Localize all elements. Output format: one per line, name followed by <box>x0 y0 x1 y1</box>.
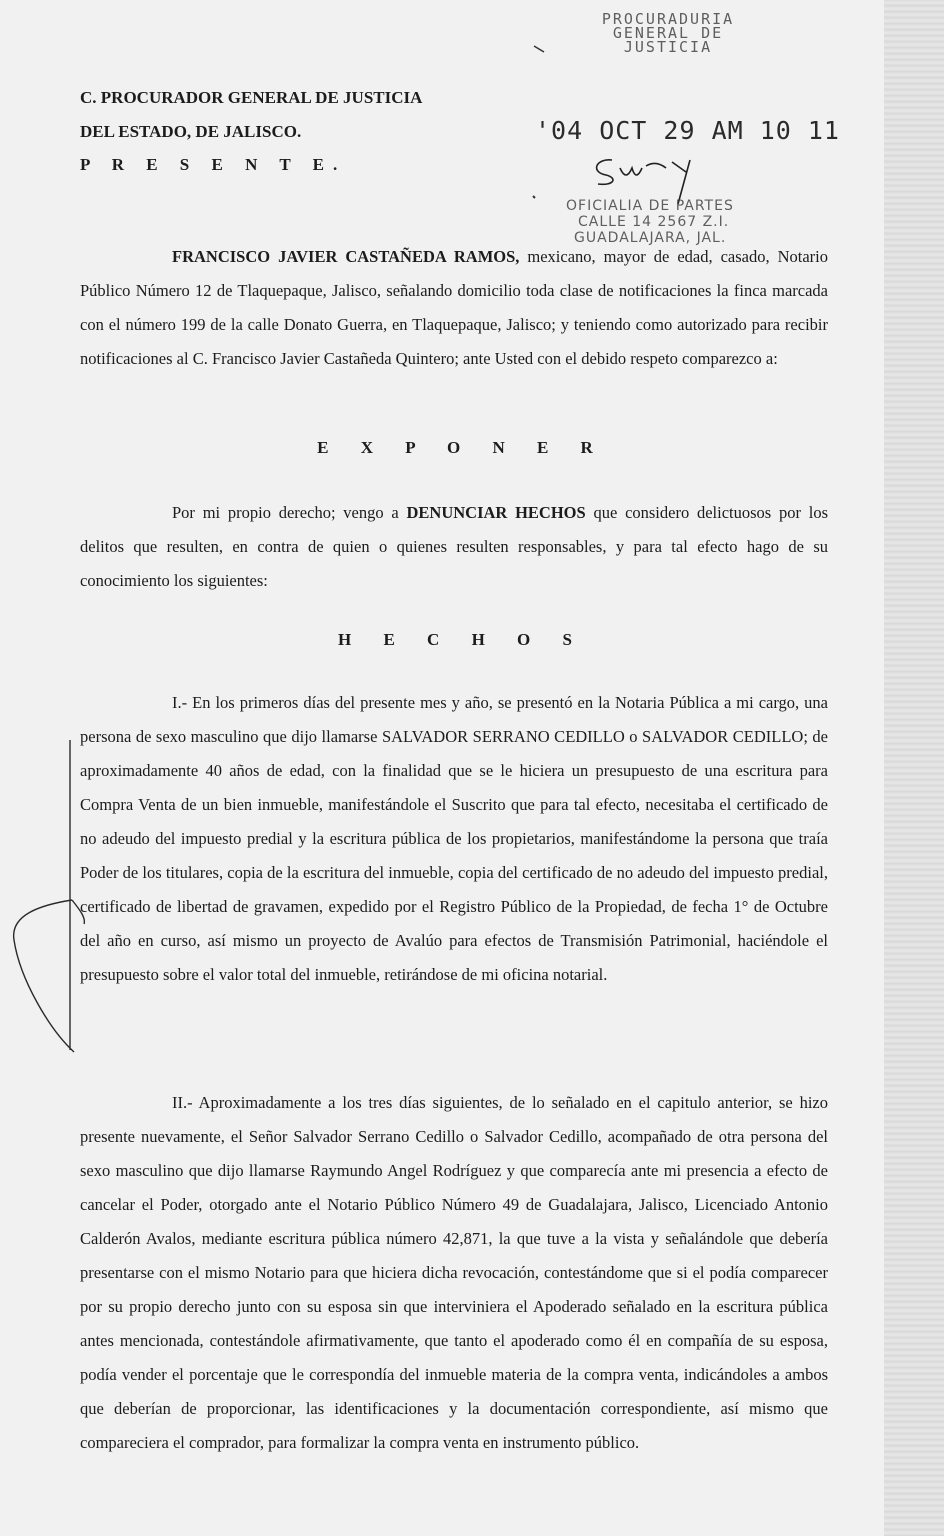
small-tick-mark <box>534 46 544 52</box>
office-stamp-line2: CALLE 14 2567 Z.I. <box>578 214 730 230</box>
office-stamp <box>566 198 734 246</box>
denuncia-before: Por mi propio derecho; vengo a <box>172 503 407 522</box>
hecho-2-text: II.- Aproximadamente a los tres días siguientes, de lo señalado en el capitulo anterior, se hizo presente nuevamente, el Señor Salvador Serrano Cedillo o Salvador Cedillo, acompañado de otra persona del sexo masculino que dijo llamarse Raymundo Angel Rodríguez y que comparecía ante mi presencia a efecto de cancelar el Poder, otorgado ante el Notario Público Número 49 de Guadalajara, Jalisco, Licenciado Antonio Calderón Avalos, mediante escritura pública número 42,871, la que tuve a la vista y señalándole que debería presentarse con el mismo Notario para que hiciera dicha revocación, contestándome que si el podía comparecer por su propio derecho junto con su esposa sin que interviniera el Apoderado señalado en la escritura pública antes mencionada, contestándole afirmativamente, que tanto el apoderado como él en compañía de su esposa, podía vender el porcentaje que le correspondía del inmueble materia de la compra venta, indicándoles a ambos que deberían de proporcionar, las identificaciones y la documentación correspondiente, así mismo que compareciera el comprador, para formalizar la compra venta en instrumento público. <box>80 1093 828 1452</box>
hecho-2-paragraph <box>80 1086 828 1460</box>
margin-bracket-mark <box>14 740 85 1052</box>
intro-paragraph <box>80 240 828 376</box>
intro-text: mexicano, mayor de edad, casado, Notario Público Número 12 de Tlaquepaque, Jalisco, señalando domicilio toda clase de notificaciones la finca marcada con el número 199 de la calle Donato Guerra, en Tlaquepaque, Jalisco; y teniendo como autorizado para recibir notificaciones al C. Francisco Javier Castañeda Quintero; ante Usted con el debido respeto comparezco a: <box>80 247 828 368</box>
hecho-1-text: I.- En los primeros días del presente mes y año, se presentó en la Notaria Pública a mi cargo, una persona de sexo masculino que dijo llamarse SALVADOR SERRANO CEDILLO o SALVADOR CEDILLO; de aproximadamente 40 años de edad, con la finalidad que se le hiciera un presupuesto de una escritura para Compra Venta de un bien inmueble, manifestándole el Suscrito que para tal efecto, necesitaba el certificado de no adeudo del impuesto predial y la escritura pública de los propietarios, manifestándome la persona que traía Poder de los titulares, copia de la escritura del inmueble, copia del certificado de no adeudo del impuesto predial, certificado de libertad de gravamen, expedido por el Registro Público de la Propiedad, de fecha 1° de Octubre del año en curso, así mismo un proyecto de Avalúo para efectos de Transmisión Patrimonial, haciéndole el presupuesto sobre el valor total del inmueble, retirándose de mi oficina notarial. <box>80 693 828 984</box>
received-date-stamp: '04 OCT 29 AM 10 11 <box>535 116 840 145</box>
small-dot-mark <box>533 196 535 198</box>
addressee-line1: C. PROCURADOR GENERAL DE JUSTICIA <box>80 88 423 107</box>
office-stamp-line1: OFICIALIA DE PARTES <box>566 198 734 214</box>
agency-stamp-line2: GENERAL DE <box>612 24 724 42</box>
agency-stamp-line3: JUSTICIA <box>623 38 713 56</box>
denuncia-bold: DENUNCIAR HECHOS <box>406 503 586 522</box>
denuncia-paragraph <box>80 496 828 598</box>
agency-stamp-line1: PROCURADURIA <box>601 10 735 28</box>
addressee-line2: DEL ESTADO, DE JALISCO. <box>80 122 302 141</box>
office-stamp-line3: GUADALAJARA, JAL. <box>574 230 727 246</box>
hecho-1-paragraph <box>80 686 828 992</box>
heading-exponer: E X P O N E R <box>317 438 607 457</box>
notary-name: FRANCISCO JAVIER CASTAÑEDA RAMOS, <box>172 247 520 266</box>
heading-hechos: H E C H O S <box>338 630 586 649</box>
addressee-line3: P R E S E N T E. <box>80 155 347 174</box>
denuncia-after: que considero delictuosos por los delitos que resulten, en contra de quien o quienes resulten responsables, y para tal efecto hago de su conocimiento los siguientes: <box>80 503 829 590</box>
